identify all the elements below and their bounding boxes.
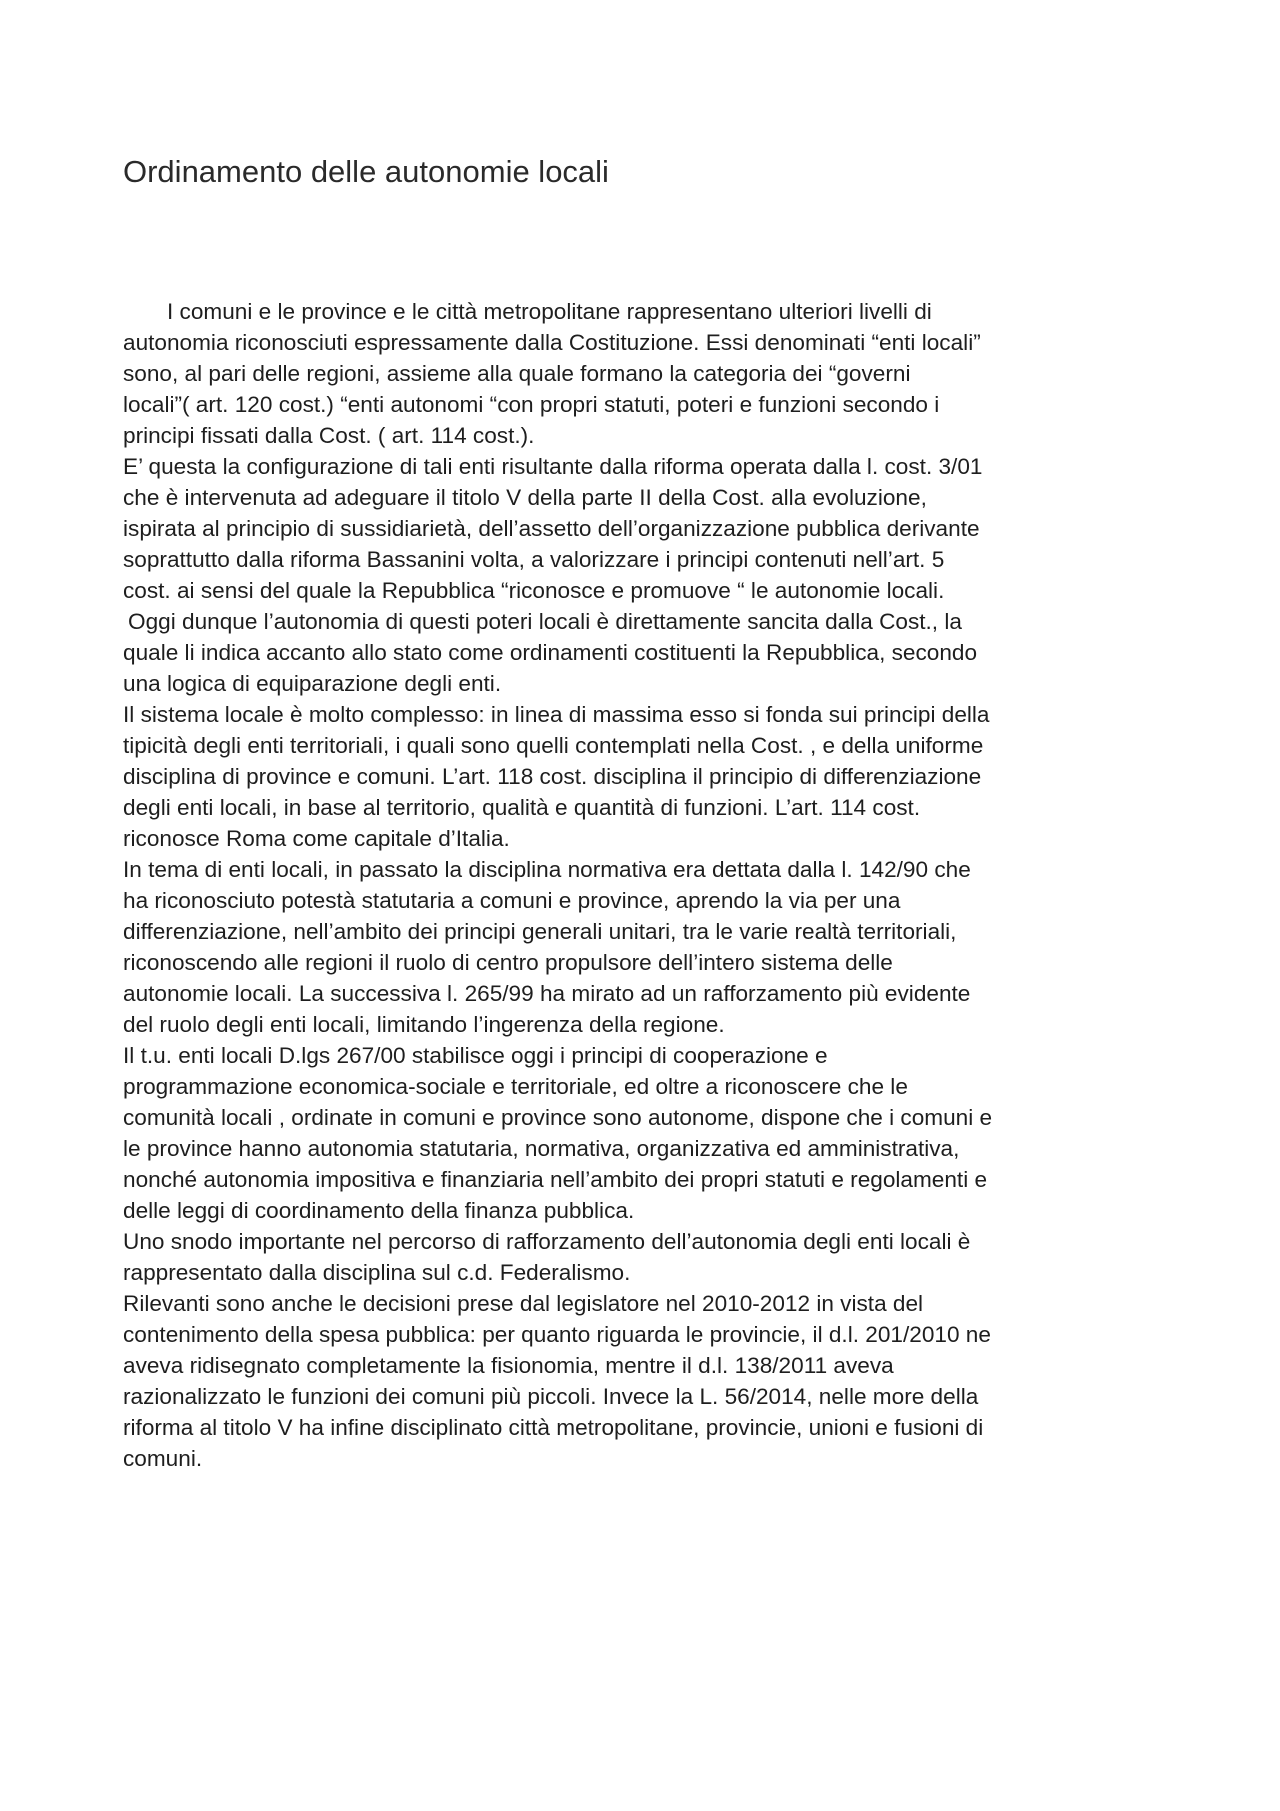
text-line: Oggi dunque l’autonomia di questi poteri locali è direttamente sancita dalla Cost., la xyxy=(128,609,962,634)
text-line: le province hanno autonomia statutaria, normativa, organizzativa ed amministrativa, xyxy=(123,1136,960,1161)
text-line: aveva ridisegnato completamente la fisionomia, mentre il d.l. 138/2011 aveva xyxy=(123,1353,894,1378)
text-line: ha riconosciuto potestà statutaria a comuni e province, aprendo la via per una xyxy=(123,888,901,913)
text-line: contenimento della spesa pubblica: per quanto riguarda le provincie, il d.l. 201/2010 ne xyxy=(123,1322,991,1347)
text-line: I comuni e le province e le città metropolitane rappresentano ulteriori livelli di xyxy=(167,299,932,324)
body-text xyxy=(123,296,1183,1474)
text-line: Il sistema locale è molto complesso: in linea di massima esso si fonda sui principi della xyxy=(123,702,990,727)
text-line: Rilevanti sono anche le decisioni prese dal legislatore nel 2010-2012 in vista del xyxy=(123,1291,924,1316)
text-line: rappresentato dalla disciplina sul c.d. Federalismo. xyxy=(123,1260,631,1285)
text-line: razionalizzato le funzioni dei comuni più piccoli. Invece la L. 56/2014, nelle more della xyxy=(123,1384,979,1409)
text-line: quale li indica accanto allo stato come ordinamenti costituenti la Repubblica, secondo xyxy=(123,640,978,665)
text-line: riconosce Roma come capitale d’Italia. xyxy=(123,826,510,851)
text-line: disciplina di province e comuni. L’art. 118 cost. disciplina il principio di differenziazione xyxy=(123,764,982,789)
text-line: comuni. xyxy=(123,1446,203,1471)
text-line: comunità locali , ordinate in comuni e province sono autonome, dispone che i comuni e xyxy=(123,1105,993,1130)
text-line: riforma al titolo V ha infine disciplinato città metropolitane, provincie, unioni e fusioni di xyxy=(123,1415,984,1440)
text-line: tipicità degli enti territoriali, i quali sono quelli contemplati nella Cost. , e della uniforme xyxy=(123,733,984,758)
page-title: Ordinamento delle autonomie locali xyxy=(123,154,609,189)
text-line: In tema di enti locali, in passato la disciplina normativa era dettata dalla l. 142/90 che xyxy=(123,857,971,882)
text-line: degli enti locali, in base al territorio, qualità e quantità di funzioni. L’art. 114 cost. xyxy=(123,795,921,820)
text-line: principi fissati dalla Cost. ( art. 114 cost.). xyxy=(123,423,535,448)
text-line: locali”( art. 120 cost.) “enti autonomi “con propri statuti, poteri e funzioni secondo i xyxy=(123,392,940,417)
text-line: soprattutto dalla riforma Bassanini volta, a valorizzare i principi contenuti nell’art. 5 xyxy=(123,547,945,572)
text-line: nonché autonomia impositiva e finanziaria nell’ambito dei propri statuti e regolamenti e xyxy=(123,1167,988,1192)
text-line: autonomie locali. La successiva l. 265/99 ha mirato ad un rafforzamento più evidente xyxy=(123,981,971,1006)
text-line: E’ questa la configurazione di tali enti risultante dalla riforma operata dalla l. cost. 3/01 xyxy=(123,454,983,479)
text-line: Uno snodo importante nel percorso di rafforzamento dell’autonomia degli enti locali è xyxy=(123,1229,971,1254)
text-line: differenziazione, nell’ambito dei principi generali unitari, tra le varie realtà territoriali, xyxy=(123,919,957,944)
text-line: delle leggi di coordinamento della finanza pubblica. xyxy=(123,1198,635,1223)
text-line: del ruolo degli enti locali, limitando l’ingerenza della regione. xyxy=(123,1012,725,1037)
text-line: una logica di equiparazione degli enti. xyxy=(123,671,502,696)
text-line: ispirata al principio di sussidiarietà, dell’assetto dell’organizzazione pubblica derivante xyxy=(123,516,980,541)
text-line: Il t.u. enti locali D.lgs 267/00 stabilisce oggi i principi di cooperazione e xyxy=(123,1043,828,1068)
text-line: sono, al pari delle regioni, assieme alla quale formano la categoria dei “governi xyxy=(123,361,911,386)
text-line: che è intervenuta ad adeguare il titolo V della parte II della Cost. alla evoluzione, xyxy=(123,485,927,510)
text-line: riconoscendo alle regioni il ruolo di centro propulsore dell’intero sistema delle xyxy=(123,950,893,975)
text-line: programmazione economica-sociale e territoriale, ed oltre a riconoscere che le xyxy=(123,1074,908,1099)
text-line: cost. ai sensi del quale la Repubblica “riconosce e promuove “ le autonomie locali. xyxy=(123,578,945,603)
text-line: autonomia riconosciuti espressamente dalla Costituzione. Essi denominati “enti locali” xyxy=(123,330,981,355)
